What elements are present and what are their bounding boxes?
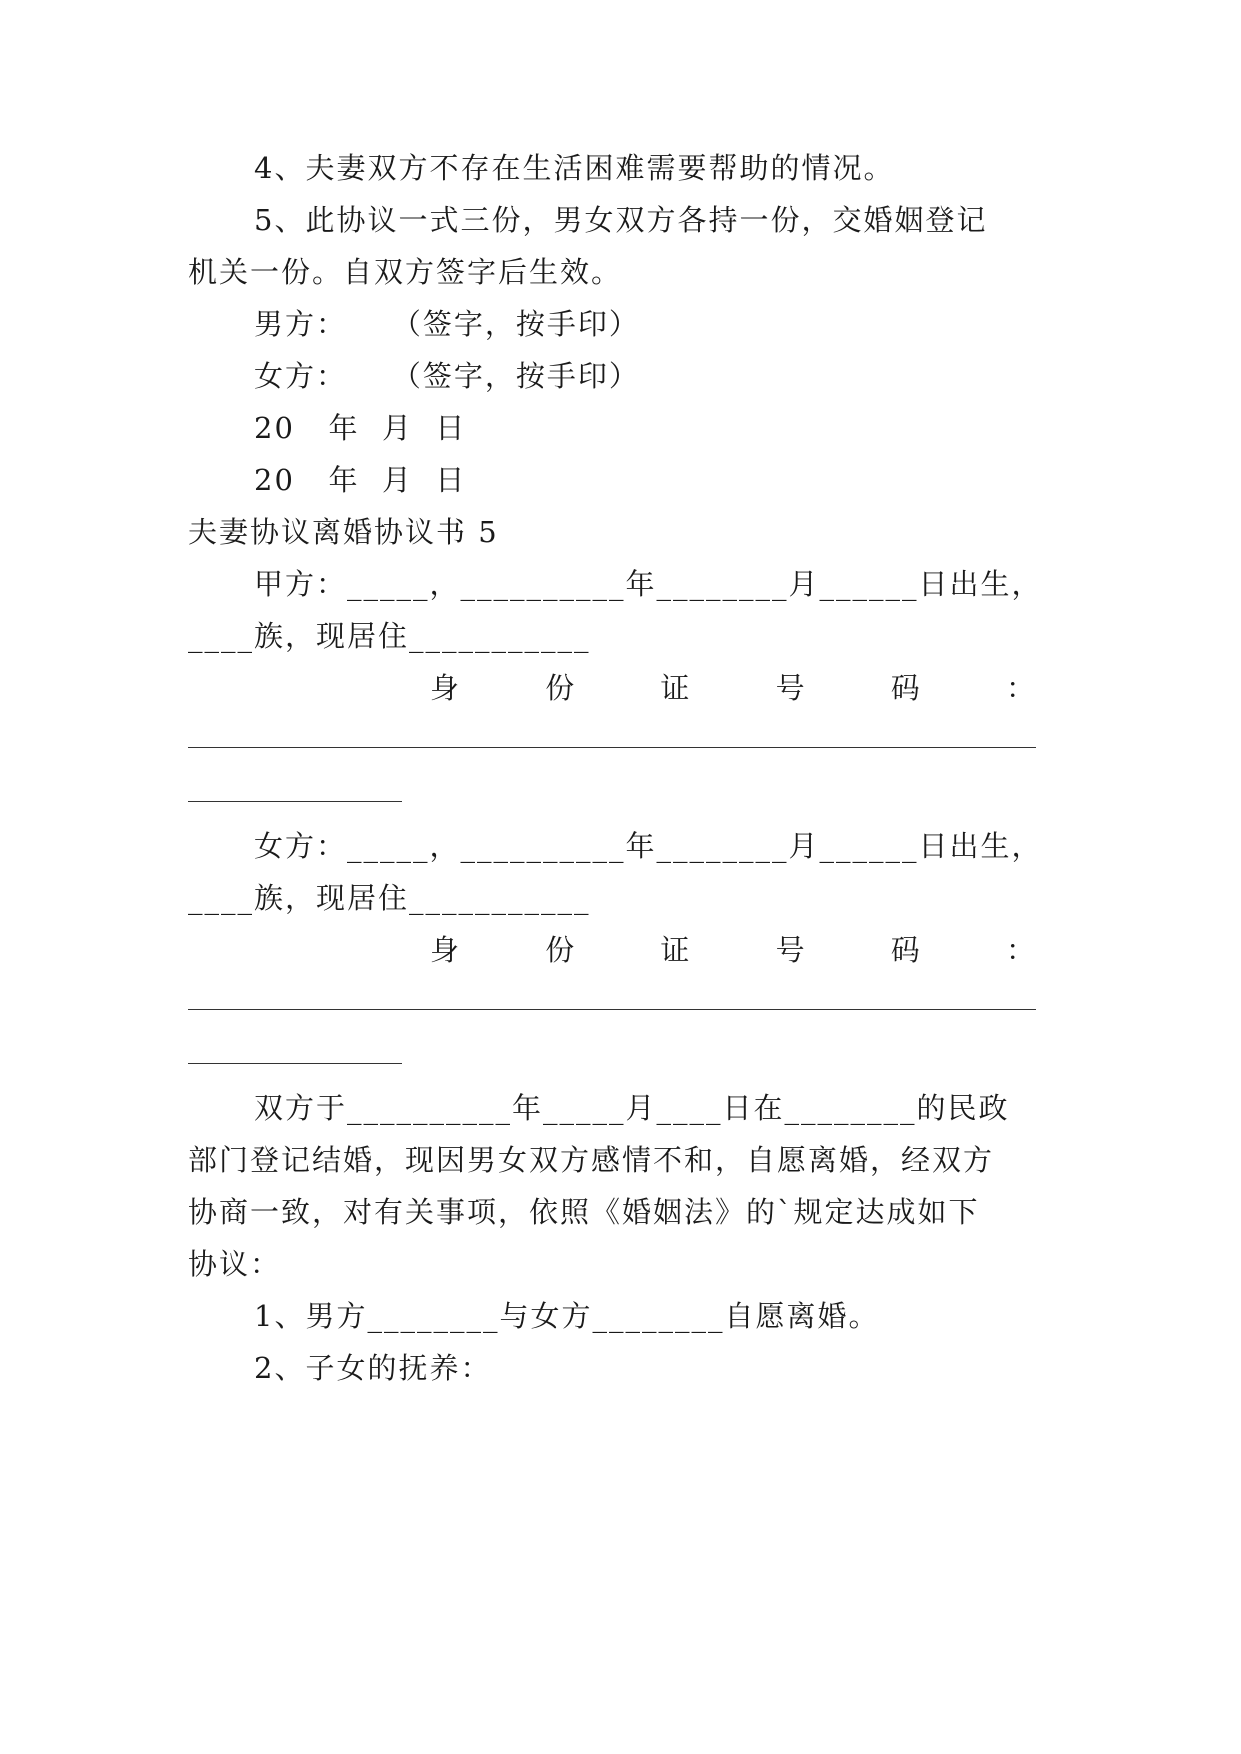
clause-4: 4、夫妻双方不存在生活困难需要帮助的情况。 — [254, 151, 895, 185]
id-label-char: 号 — [775, 671, 805, 705]
marriage-registration-para: 协商一致，对有关事项，依照《婚姻法》的`规定达成如下 — [188, 1195, 980, 1229]
id-label-char: 证 — [660, 933, 690, 967]
marriage-registration-para: 双方于__________年_____月____日在________的民政 — [254, 1091, 1010, 1125]
id-label-char: 码 — [890, 671, 920, 705]
id-number-label — [430, 930, 1035, 970]
clause-5: 5、此协议一式三份，男女双方各持一份，交婚姻登记 — [254, 203, 988, 237]
id-number-blank — [188, 801, 402, 802]
marriage-registration-para: 部门登记结婚，现因男女双方感情不和，自愿离婚，经双方 — [188, 1143, 995, 1177]
id-number-blank — [188, 747, 1036, 748]
section-title: 夫妻协议离婚协议书 5 — [188, 515, 499, 549]
marriage-registration-para: 协议： — [188, 1247, 282, 1281]
id-label-char: 身 — [430, 933, 460, 967]
id-label-char: 份 — [545, 933, 575, 967]
id-label-char: 证 — [660, 671, 690, 705]
id-number-blank — [188, 1009, 1036, 1010]
wife-signature-line: 女方： （签字，按手印） — [254, 359, 640, 393]
party-a-info: 甲方：_____，__________年________月______日出生， — [254, 567, 1043, 601]
clause-2: 2、子女的抚养： — [254, 1351, 492, 1385]
party-a-residence: ____族，现居住___________ — [188, 619, 591, 653]
date-line: 20 年 月 日 — [254, 463, 467, 497]
clause-5-cont: 机关一份。自双方签字后生效。 — [188, 255, 623, 289]
clause-1: 1、男方________与女方________自愿离婚。 — [254, 1299, 880, 1333]
id-label-char: 码 — [890, 933, 920, 967]
id-label-char: 份 — [545, 671, 575, 705]
husband-signature-line: 男方： （签字，按手印） — [254, 307, 640, 341]
date-line: 20 年 月 日 — [254, 411, 467, 445]
id-label-char: ： — [1005, 933, 1035, 967]
id-number-blank — [188, 1063, 402, 1064]
id-label-char: 号 — [775, 933, 805, 967]
id-label-char: ： — [1005, 671, 1035, 705]
id-label-char: 身 — [430, 671, 460, 705]
party-b-info: 女方：_____，__________年________月______日出生， — [254, 829, 1043, 863]
id-number-label — [430, 668, 1035, 708]
party-b-residence: ____族，现居住___________ — [188, 881, 591, 915]
